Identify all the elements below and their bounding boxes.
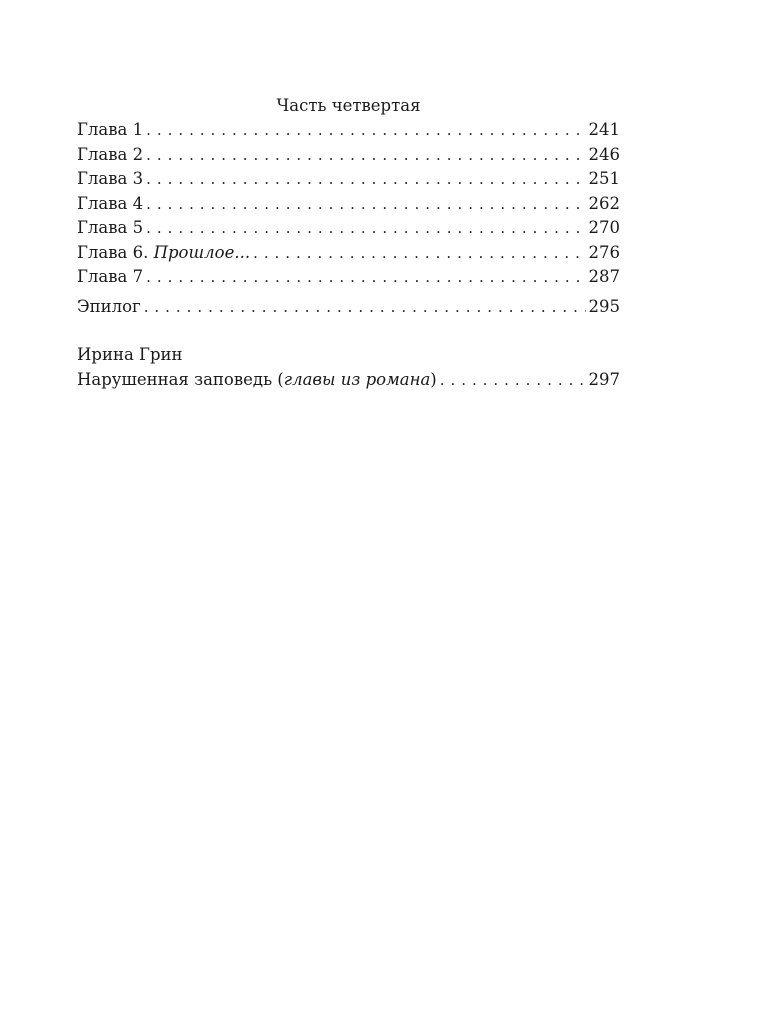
toc-entry-label: Глава 4 [77,193,144,213]
dot-leader [146,118,585,143]
toc-entry-chapter-7[interactable] [77,265,620,290]
toc-entry-chapter-5[interactable] [77,216,620,241]
toc-entry-label [77,241,250,266]
dot-leader [144,295,586,320]
appendix-title-suffix: ) [430,369,437,389]
toc-entry-chapter-6[interactable] [77,241,620,266]
toc-entry-page: 251 [588,169,620,188]
toc-entry-page: 246 [588,144,620,164]
toc-entry-chapter-1[interactable] [77,118,620,143]
toc-entry-page: 262 [588,193,620,213]
toc-entry-label: Глава 5 [77,218,144,237]
toc-entry-appendix[interactable] [77,368,620,393]
toc-entry-label-italic: Прошлое... [153,242,251,262]
dot-leader [253,241,585,266]
spacer [77,319,620,343]
toc-entry-label [77,368,437,393]
dot-leader [440,368,586,393]
toc-page [77,94,620,392]
dot-leader [146,216,585,241]
dot-leader [146,265,585,290]
toc-entry-label-prefix: Глава 6. [77,242,154,262]
toc-entry-page: 276 [588,242,620,262]
toc-entry-page: 295 [588,296,620,316]
dot-leader [146,143,585,168]
toc-entry-page: 287 [588,267,620,286]
toc-entry-label: Эпилог [77,296,141,316]
dot-leader [146,167,585,192]
toc-entry-chapter-4[interactable] [77,192,620,217]
dot-leader [146,192,585,217]
toc-entry-label: Глава 2 [77,144,144,164]
appendix-title-prefix: Нарушенная заповедь ( [77,369,284,389]
toc-entry-chapter-2[interactable] [77,143,620,168]
appendix-author: Ирина Грин [77,345,183,364]
toc-entry-epilogue[interactable] [77,295,620,320]
toc-entry-page: 270 [588,218,620,237]
appendix-title-italic: главы из романа [283,369,431,389]
toc-entry-label: Глава 7 [77,267,144,286]
toc-entry-label: Глава 3 [77,169,144,188]
toc-entry-page: 241 [588,120,620,139]
toc-entry-chapter-3[interactable] [77,167,620,192]
toc-list [77,118,620,290]
part-title: Часть четвертая [276,96,421,115]
toc-entry-page: 297 [588,369,620,389]
toc-entry-label: Глава 1 [77,120,144,139]
